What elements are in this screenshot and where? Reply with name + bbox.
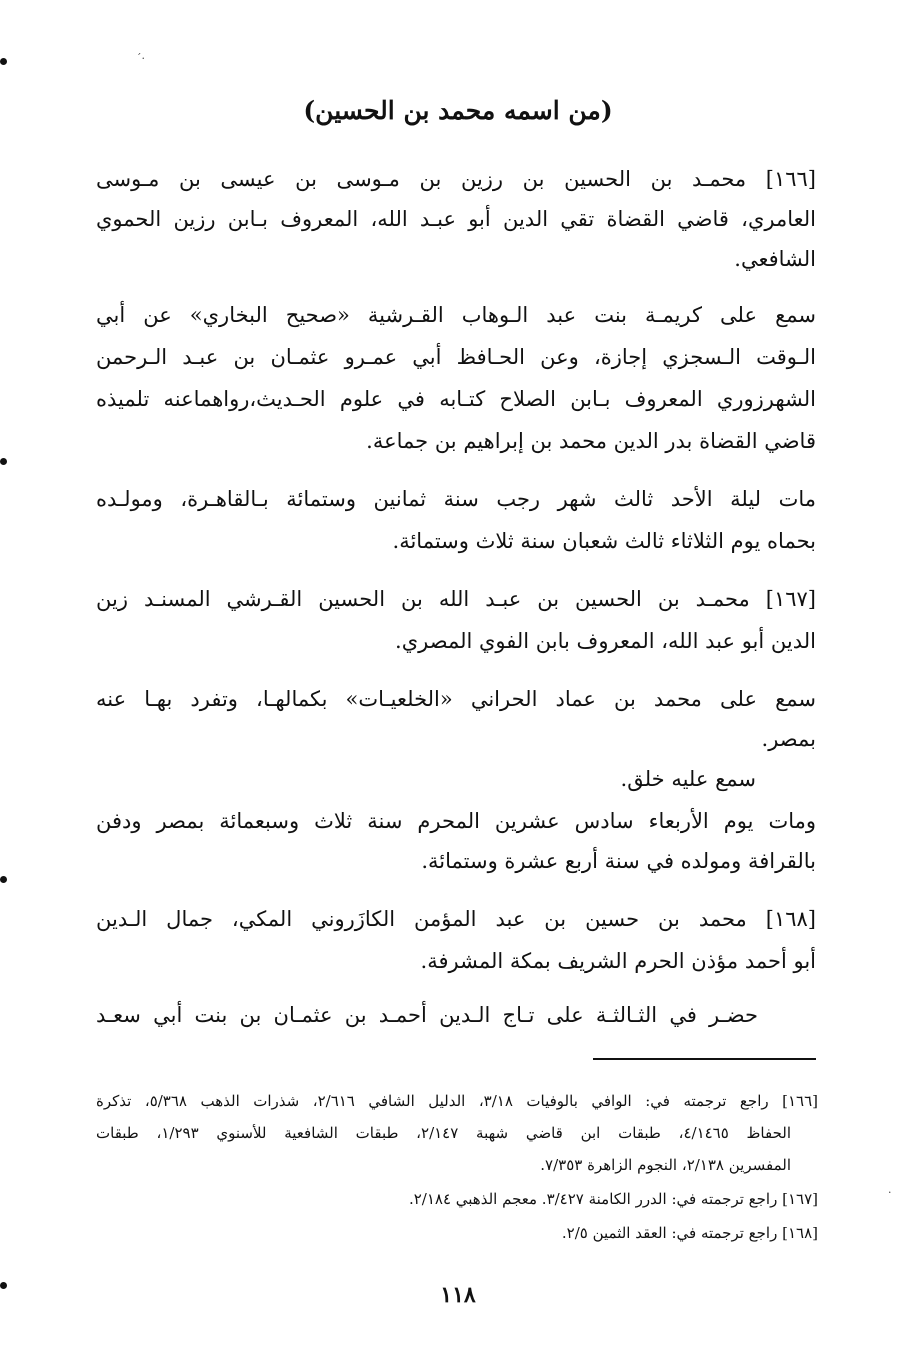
scan-mark — [0, 876, 7, 883]
scan-speck: ´· — [136, 52, 145, 65]
entry-167-line-1: [١٦٧] محمـد بن الحسين بن عبـد الله بن الحسين القـرشي المسنـد زين — [96, 587, 816, 611]
scan-mark — [0, 1282, 7, 1289]
footnote-166-line-3: المفسرين ٢/١٣٨، النجوم الزاهرة ٧/٣٥٣. — [540, 1156, 791, 1174]
entry-166-para-2-line-4: قاضي القضاة بدر الدين محمد بن إبراهيم بن جماعة. — [366, 429, 816, 453]
entry-166-para-3-line-2: بحماه يوم الثلاثاء ثالث شعبان سنة ثلاث وستمائة. — [392, 529, 816, 553]
entry-166-line-3: الشافعي. — [734, 247, 816, 271]
entry-166-para-3-line-1: مات ليلة الأحد ثالث شهر رجب سنة ثمانين وستمائة بـالقاهـرة، ومولـده — [96, 487, 816, 511]
entry-168-line-2: أبو أحمد مؤذن الحرم الشريف بمكة المشرفة. — [420, 949, 816, 973]
entry-166-line-2: العامري، قاضي القضاة تقي الدين أبو عبـد الله، المعروف بـابن رزين الحموي — [96, 207, 816, 231]
entry-168-line-1: [١٦٨] محمد بن حسين بن عبد المؤمن الكازَروني المكي، جمال الـدين — [96, 907, 816, 931]
entry-167-para-2-line-1: سمع على محمد بن عماد الحراني «الخلعيـات» بكمالهـا، وتفرد بهـا عنه — [96, 687, 816, 711]
entry-167-para-4-line-2: بالقرافة ومولده في سنة أربع عشرة وستمائة. — [421, 849, 816, 873]
entry-167-line-2: الدين أبو عبد الله، المعروف بابن الفوي المصري. — [395, 629, 816, 653]
scan-speck: · — [888, 1186, 892, 1199]
footnote-separator — [593, 1058, 816, 1060]
footnote-168: [١٦٨] راجع ترجمته في: العقد الثمين ٢/٥. — [561, 1224, 818, 1242]
footnote-166-line-1: [١٦٦] راجع ترجمته في: الوافي بالوفيات ٣/١٨، الدليل الشافي ٢/٦١٦، شذرات الذهب ٥/٣٦٨، تذكرة — [96, 1092, 818, 1110]
page-number: ١١٨ — [440, 1282, 476, 1308]
entry-166-para-2-line-3: الشهرزوري المعروف بـابن الصلاح كتـابه في علوم الحـديث،رواهماعنه تلميذه — [96, 387, 816, 411]
entry-166-para-2-line-1: سمع على كريمـة بنت عبد الـوهاب القـرشية «صحيح البخاري» عن أبي — [96, 303, 816, 327]
scan-mark — [0, 458, 7, 465]
entry-166-para-2-line-2: الـوقت الـسجزي إجازة، وعن الحـافظ أبي عمـرو عثمـان بن عبـد الـرحمن — [96, 345, 816, 369]
entry-167-para-4-line-1: ومات يوم الأربعاء سادس عشرين المحرم سنة ثلاث وسبعمائة بمصر ودفن — [96, 809, 816, 833]
footnote-166-line-2: الحفاظ ٤/١٤٦٥، طبقات ابن قاضي شهبة ٢/١٤٧، طبقات الشافعية للأسنوي ١/٢٩٣، طبقات — [96, 1124, 792, 1142]
section-heading: (من اسمه محمد بن الحسين) — [303, 96, 613, 125]
entry-166-line-1: [١٦٦] محمـد بن الحسين بن رزين بن مـوسى بن عيسى بن مـوسى — [96, 167, 816, 191]
entry-167-para-3-line-1: سمع عليه خلق. — [620, 767, 756, 791]
scan-mark — [0, 58, 7, 65]
entry-168-para-2-line-1: حضـر في الثـالثـة على تـاج الـدين أحمـد بن عثمـان بن بنت أبي سعـد — [96, 1003, 758, 1027]
footnote-167: [١٦٧] راجع ترجمته في: الدرر الكامنة ٣/٤٢٧. معجم الذهبي ٢/١٨٤. — [408, 1190, 818, 1208]
entry-167-para-2-line-2: بمصر. — [761, 727, 816, 751]
